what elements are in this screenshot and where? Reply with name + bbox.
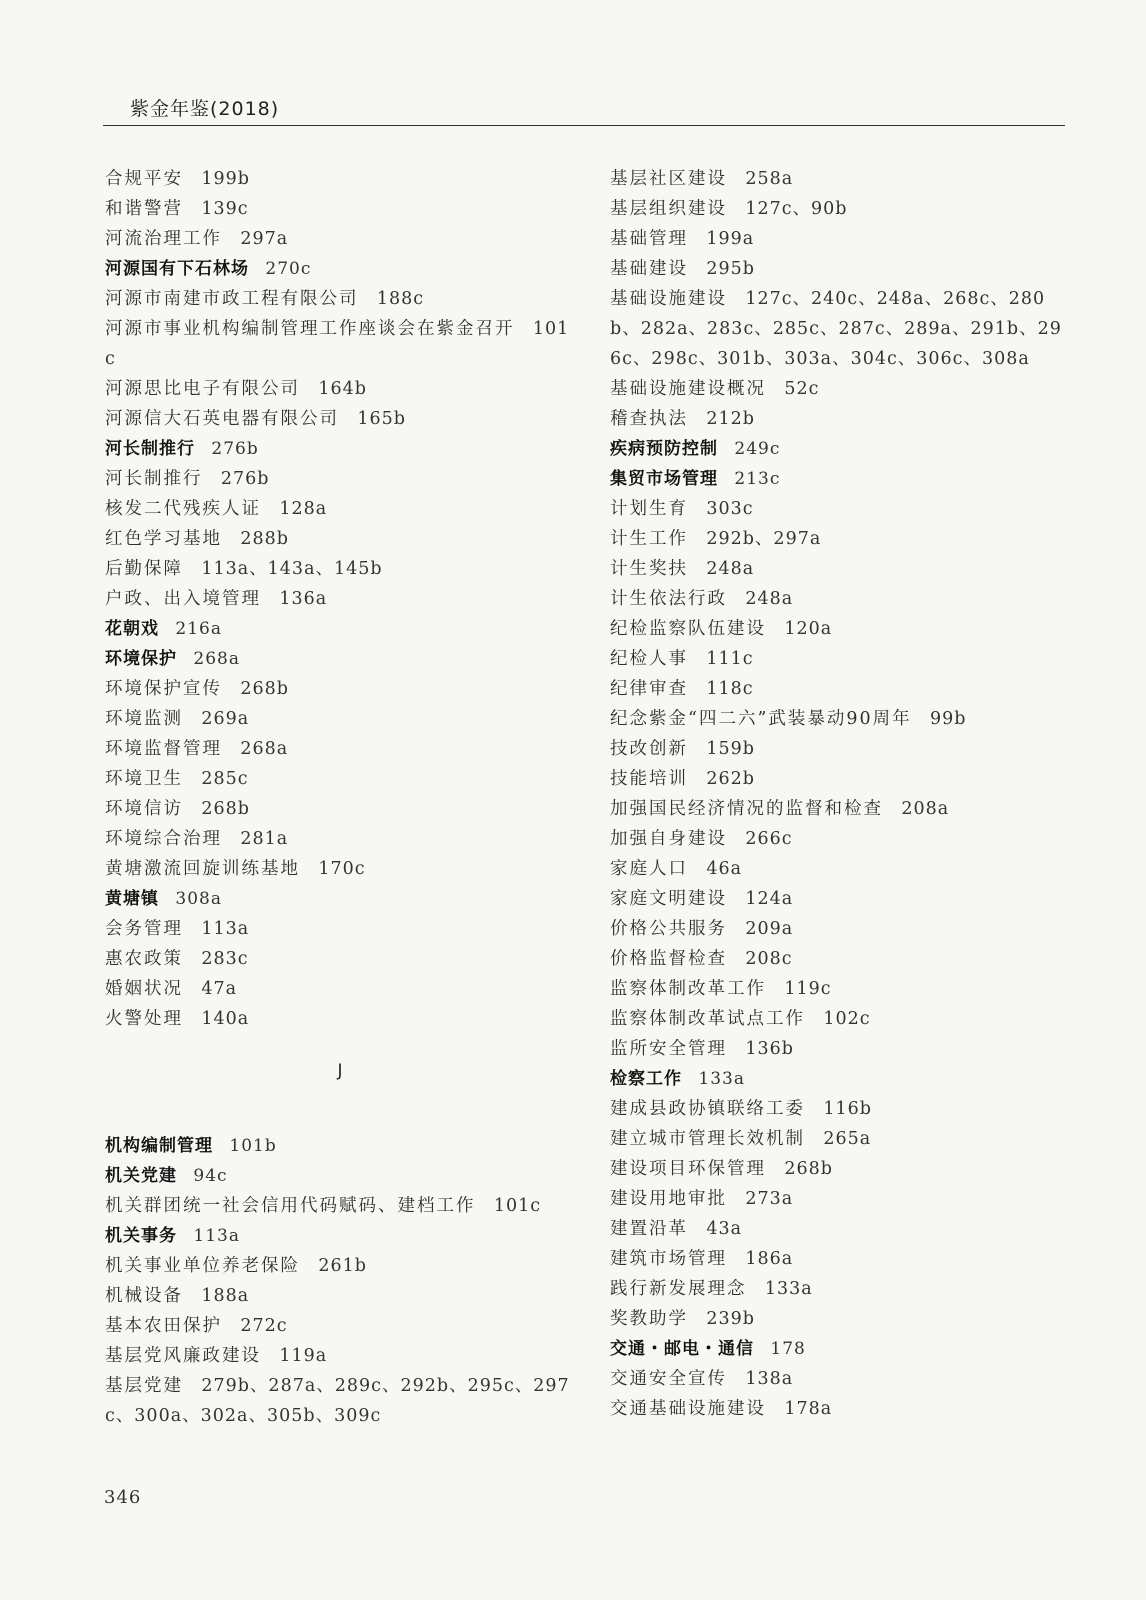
- index-entry: [105, 1131, 575, 1161]
- index-page-ref: 216a: [175, 619, 223, 639]
- index-term: 黄塘激流回旋训练基地: [105, 859, 300, 879]
- index-entry: [610, 1334, 1065, 1364]
- index-page-ref: 265a: [823, 1129, 872, 1149]
- index-term: 后勤保障: [105, 559, 183, 579]
- index-entry: [610, 944, 1065, 974]
- index-entry: [610, 674, 1065, 704]
- index-entry: [105, 674, 575, 704]
- index-page-ref: 208a: [901, 799, 950, 819]
- index-term: 计生依法行政: [610, 589, 727, 609]
- index-page-ref: 292b、297a: [706, 529, 822, 549]
- index-term: 河源市南建市政工程有限公司: [105, 289, 359, 309]
- index-page-ref: 269a: [201, 709, 250, 729]
- index-term: 计生工作: [610, 529, 688, 549]
- index-entry: [610, 1214, 1065, 1244]
- index-page-ref: 199a: [706, 229, 755, 249]
- index-entry: [610, 854, 1065, 884]
- index-page-ref: 273a: [745, 1189, 794, 1209]
- index-entry: [105, 1251, 575, 1281]
- index-term: 集贸市场管理: [610, 469, 718, 489]
- index-page-ref: 188c: [376, 289, 425, 309]
- index-page-ref: 113a: [201, 919, 250, 939]
- index-term: 河源市事业机构编制管理工作座谈会在紫金召开: [105, 319, 515, 339]
- index-page-ref: 308a: [175, 889, 223, 909]
- index-page-ref: 128a: [279, 499, 328, 519]
- index-term: 家庭文明建设: [610, 889, 727, 909]
- index-page-ref: 248a: [745, 589, 794, 609]
- index-term: 核发二代残疾人证: [105, 499, 261, 519]
- index-term: 河流治理工作: [105, 229, 222, 249]
- index-entry: [610, 374, 1065, 404]
- index-term: 机关党建: [105, 1166, 177, 1186]
- index-page-ref: 140a: [201, 1009, 250, 1029]
- index-page-ref: 127c、240c、248a、268c、280b、282a、283c、285c、287c、289a、291b、296c、298c、301b、303a、304c、306c、308a: [610, 289, 1062, 369]
- index-page-ref: 285c: [201, 769, 249, 789]
- index-entry: [610, 1274, 1065, 1304]
- index-term: 家庭人口: [610, 859, 688, 879]
- index-entry: [610, 1094, 1065, 1124]
- index-entry: [105, 1221, 575, 1251]
- index-page-ref: 199b: [201, 169, 250, 189]
- index-entry: [610, 974, 1065, 1004]
- index-entry: [610, 1184, 1065, 1214]
- index-page-ref: 164b: [318, 379, 367, 399]
- index-term: 监察体制改革工作: [610, 979, 766, 999]
- index-term: 践行新发展理念: [610, 1279, 747, 1299]
- index-entry: [105, 1311, 575, 1341]
- index-term: 机关群团统一社会信用代码赋码、建档工作: [105, 1196, 476, 1216]
- index-page-ref: 272c: [240, 1316, 288, 1336]
- index-page-ref: 270c: [265, 259, 312, 279]
- index-page-ref: 295b: [706, 259, 755, 279]
- index-page-ref: 249c: [734, 439, 781, 459]
- index-term: 建设项目环保管理: [610, 1159, 766, 1179]
- index-entry: [105, 164, 575, 194]
- index-term: 河源思比电子有限公司: [105, 379, 300, 399]
- index-page-ref: 213c: [734, 469, 781, 489]
- index-entry: [105, 1341, 575, 1371]
- index-term: 基层社区建设: [610, 169, 727, 189]
- index-page-ref: 268b: [784, 1159, 833, 1179]
- index-term: 建置沿革: [610, 1219, 688, 1239]
- index-page-ref: 276b: [220, 469, 270, 489]
- index-term: 河长制推行: [105, 469, 203, 489]
- index-page-ref: 297a: [240, 229, 289, 249]
- index-page-ref: 262b: [706, 769, 755, 789]
- index-entry: [105, 914, 575, 944]
- index-entry: [105, 554, 575, 584]
- page-number: 346: [104, 1487, 142, 1508]
- index-page-ref: 139c: [201, 199, 249, 219]
- index-entry: [105, 254, 575, 284]
- index-entry: [610, 794, 1065, 824]
- index-entry: [105, 1281, 575, 1311]
- index-page-ref: 248a: [706, 559, 755, 579]
- index-term: 环境监督管理: [105, 739, 222, 759]
- index-term: 红色学习基地: [105, 529, 222, 549]
- index-page-ref: 127c、90b: [745, 199, 848, 219]
- index-page-ref: 288b: [240, 529, 289, 549]
- index-entry: [610, 1034, 1065, 1064]
- index-entry: [610, 284, 1065, 374]
- index-page-ref: 133a: [764, 1279, 813, 1299]
- index-column-right: [610, 164, 1065, 1424]
- index-entry: [105, 524, 575, 554]
- index-page-ref: 268a: [193, 649, 241, 669]
- index-term: 火警处理: [105, 1009, 183, 1029]
- index-term: 价格监督检查: [610, 949, 727, 969]
- index-term: 基层组织建设: [610, 199, 727, 219]
- index-entry: [610, 764, 1065, 794]
- index-term: 计生奖扶: [610, 559, 688, 579]
- index-page-ref: 178: [770, 1339, 806, 1359]
- index-page-ref: 119c: [784, 979, 832, 999]
- index-term: 惠农政策: [105, 949, 183, 969]
- index-term: 基本农田保护: [105, 1316, 222, 1336]
- index-entry: [105, 1004, 575, 1034]
- index-page-ref: 46a: [706, 859, 743, 879]
- index-term: 婚姻状况: [105, 979, 183, 999]
- index-entry: [610, 704, 1065, 734]
- index-page-ref: 136a: [279, 589, 328, 609]
- index-page-ref: 102c: [823, 1009, 871, 1029]
- index-page-ref: 165b: [357, 409, 406, 429]
- index-entry: [610, 194, 1065, 224]
- index-term: 技能培训: [610, 769, 688, 789]
- index-term: 河长制推行: [105, 439, 195, 459]
- index-entry: [105, 854, 575, 884]
- index-page-ref: 113a、143a、145b: [201, 559, 383, 579]
- index-entry: [105, 884, 575, 914]
- index-entry: [610, 914, 1065, 944]
- index-page-ref: 268a: [240, 739, 289, 759]
- index-page-ref: 101c: [493, 1196, 542, 1216]
- index-term: 会务管理: [105, 919, 183, 939]
- index-entry: [105, 1191, 575, 1221]
- index-entry: [105, 794, 575, 824]
- index-group-h: [105, 164, 575, 1034]
- index-term: 建设用地审批: [610, 1189, 727, 1209]
- index-term: 基础管理: [610, 229, 688, 249]
- index-entry: [105, 944, 575, 974]
- index-term: 河源信大石英电器有限公司: [105, 409, 339, 429]
- index-page-ref: 186a: [745, 1249, 794, 1269]
- index-page-ref: 170c: [318, 859, 366, 879]
- index-term: 环境信访: [105, 799, 183, 819]
- index-page-ref: 239b: [706, 1309, 755, 1329]
- index-term: 疾病预防控制: [610, 439, 718, 459]
- index-term: 机械设备: [105, 1286, 183, 1306]
- index-term: 黄塘镇: [105, 889, 159, 909]
- index-term: 基层党建: [105, 1376, 183, 1396]
- index-page-ref: 208c: [745, 949, 793, 969]
- index-page-ref: 120a: [784, 619, 833, 639]
- index-page-ref: 99b: [930, 709, 967, 729]
- index-term: 交通基础设施建设: [610, 1399, 766, 1419]
- index-entry: [610, 734, 1065, 764]
- index-page-ref: 268b: [240, 679, 289, 699]
- index-page-ref: 261b: [318, 1256, 367, 1276]
- index-entry: [610, 1304, 1065, 1334]
- index-page-ref: 276b: [211, 439, 259, 459]
- index-term: 交通安全宣传: [610, 1369, 727, 1389]
- index-term: 机构编制管理: [105, 1136, 213, 1156]
- index-entry: [105, 1161, 575, 1191]
- index-term: 和谐警营: [105, 199, 183, 219]
- index-term: 稽查执法: [610, 409, 688, 429]
- index-entry: [105, 1371, 575, 1431]
- index-entry: [105, 494, 575, 524]
- index-entry: [105, 434, 575, 464]
- index-term: 价格公共服务: [610, 919, 727, 939]
- index-entry: [610, 1364, 1065, 1394]
- index-page-ref: 111c: [706, 649, 754, 669]
- index-term: 花朝戏: [105, 619, 159, 639]
- index-page-ref: 281a: [240, 829, 289, 849]
- index-entry: [610, 1064, 1065, 1094]
- index-term: 户政、出入境管理: [105, 589, 261, 609]
- index-page-ref: 119a: [279, 1346, 328, 1366]
- index-page-ref: 47a: [201, 979, 238, 999]
- index-term: 环境保护: [105, 649, 177, 669]
- header-rule: [103, 125, 1065, 126]
- index-entry: [610, 254, 1065, 284]
- index-term: 加强自身建设: [610, 829, 727, 849]
- index-entry: [610, 1154, 1065, 1184]
- index-term: 环境综合治理: [105, 829, 222, 849]
- index-page-ref: 52c: [784, 379, 820, 399]
- running-header-title: 紫金年鉴(2018): [130, 98, 280, 120]
- index-entry: [105, 734, 575, 764]
- index-term: 检察工作: [610, 1069, 682, 1089]
- index-term: 基础建设: [610, 259, 688, 279]
- index-page-ref: 124a: [745, 889, 794, 909]
- index-page-ref: 258a: [745, 169, 794, 189]
- index-entry: [105, 824, 575, 854]
- index-entry: [105, 404, 575, 434]
- index-entry: [105, 974, 575, 1004]
- index-page-ref: 138a: [745, 1369, 794, 1389]
- index-term: 纪检监察队伍建设: [610, 619, 766, 639]
- index-term: 监所安全管理: [610, 1039, 727, 1059]
- index-entry: [610, 164, 1065, 194]
- index-page-ref: 101c: [105, 319, 570, 369]
- index-term: 环境监测: [105, 709, 183, 729]
- index-term: 合规平安: [105, 169, 183, 189]
- index-entry: [610, 224, 1065, 254]
- index-entry: [105, 704, 575, 734]
- index-group-j-continued: [610, 164, 1065, 1424]
- index-term: 建成县政协镇联络工委: [610, 1099, 805, 1119]
- index-entry: [105, 374, 575, 404]
- index-term: 技改创新: [610, 739, 688, 759]
- index-page-ref: 268b: [201, 799, 250, 819]
- index-term: 建筑市场管理: [610, 1249, 727, 1269]
- index-entry: [105, 764, 575, 794]
- index-term: 机关事务: [105, 1226, 177, 1246]
- index-page-ref: 279b、287a、289c、292b、295c、297c、300a、302a、305b、309c: [105, 1376, 570, 1426]
- index-entry: [610, 494, 1065, 524]
- index-entry: [105, 644, 575, 674]
- index-term: 纪念紫金“四二六”武装暴动90周年: [610, 709, 912, 729]
- index-page-ref: 178a: [784, 1399, 833, 1419]
- index-entry: [610, 524, 1065, 554]
- index-page-ref: 159b: [706, 739, 755, 759]
- index-entry: [105, 614, 575, 644]
- index-term: 奖教助学: [610, 1309, 688, 1329]
- index-term: 基层党风廉政建设: [105, 1346, 261, 1366]
- index-term: 基础设施建设: [610, 289, 727, 309]
- index-term: 监察体制改革试点工作: [610, 1009, 805, 1029]
- index-page-ref: 266c: [745, 829, 793, 849]
- index-page-ref: 209a: [745, 919, 794, 939]
- index-page-ref: 283c: [201, 949, 249, 969]
- index-entry: [105, 194, 575, 224]
- index-term: 河源国有下石林场: [105, 259, 249, 279]
- index-entry: [610, 1244, 1065, 1274]
- index-column-left: [105, 164, 575, 1431]
- index-entry: [610, 434, 1065, 464]
- index-entry: [105, 464, 575, 494]
- index-entry: [610, 1394, 1065, 1424]
- index-entry: [610, 464, 1065, 494]
- index-term: 加强国民经济情况的监督和检查: [610, 799, 883, 819]
- index-group-j: [105, 1131, 575, 1431]
- index-entry: [610, 554, 1065, 584]
- index-entry: [610, 1124, 1065, 1154]
- index-entry: [610, 644, 1065, 674]
- index-page-ref: 118c: [706, 679, 754, 699]
- index-page-ref: 188a: [201, 1286, 250, 1306]
- index-page-ref: 136b: [745, 1039, 794, 1059]
- index-entry: [105, 284, 575, 314]
- index-entry: [610, 404, 1065, 434]
- index-page-ref: 133a: [698, 1069, 746, 1089]
- index-page-ref: 101b: [229, 1136, 277, 1156]
- index-term: 机关事业单位养老保险: [105, 1256, 300, 1276]
- index-entry: [105, 584, 575, 614]
- index-term: 交通・邮电・通信: [610, 1339, 754, 1359]
- index-entry: [610, 884, 1065, 914]
- index-entry: [610, 614, 1065, 644]
- index-term: 环境保护宣传: [105, 679, 222, 699]
- index-term: 环境卫生: [105, 769, 183, 789]
- index-term: 纪律审查: [610, 679, 688, 699]
- index-term: 计划生育: [610, 499, 688, 519]
- index-term: 建立城市管理长效机制: [610, 1129, 805, 1149]
- section-letter-j: J: [337, 1061, 343, 1081]
- index-page-ref: 212b: [706, 409, 755, 429]
- index-entry: [610, 1004, 1065, 1034]
- index-term: 基础设施建设概况: [610, 379, 766, 399]
- index-page-ref: 303c: [706, 499, 754, 519]
- index-page-ref: 43a: [706, 1219, 743, 1239]
- index-entry: [105, 314, 575, 374]
- index-page-ref: 113a: [193, 1226, 241, 1246]
- index-term: 纪检人事: [610, 649, 688, 669]
- index-entry: [610, 584, 1065, 614]
- index-entry: [610, 824, 1065, 854]
- index-page-ref: 94c: [193, 1166, 228, 1186]
- index-entry: [105, 224, 575, 254]
- index-page-ref: 116b: [823, 1099, 872, 1119]
